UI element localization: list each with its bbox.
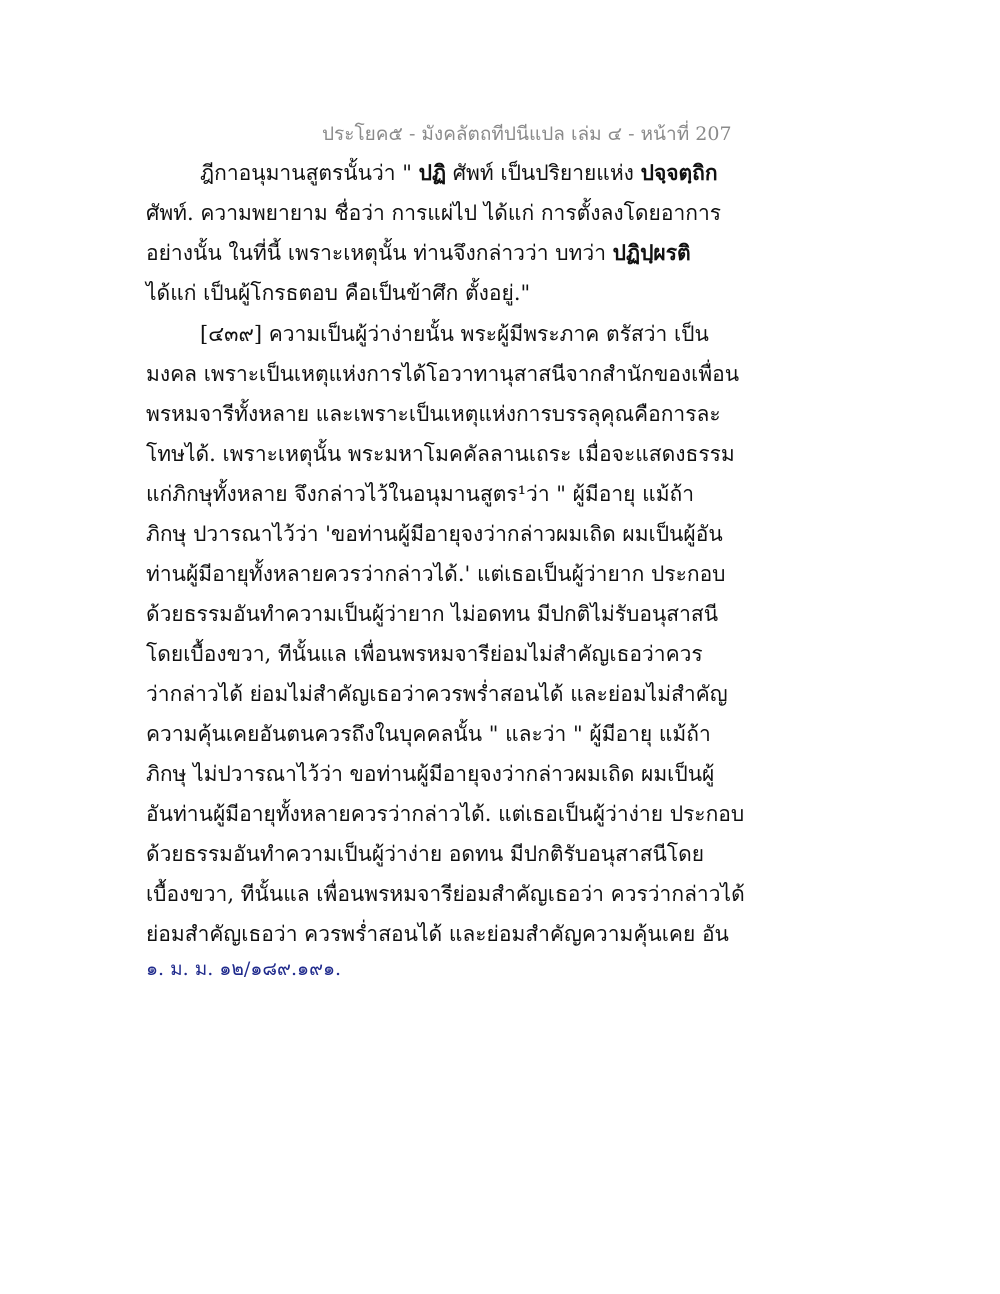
term-paccatthika: ปจฺจตฺถิก (640, 160, 718, 185)
para1-line-2: ศัพท์. ความพยายาม ชื่อว่า การแผ่ไป ได้แก่ การตั้งลงโดยอาการ (146, 201, 722, 225)
page-header: ประโยค๕ - มังคลัตถทีปนีแปล เล่ม ๔ - หน้าที่ 207 (322, 123, 732, 145)
para2-line: เบื้องขวา, ทีนั้นแล เพื่อนพรหมจารีย่อมสำคัญเธอว่า ควรว่ากล่าวได้ (146, 882, 745, 906)
footnote: ๑. ม. ม. ๑๒/๑๘๙.๑๙๑. (146, 958, 342, 980)
para2-line: ย่อมสำคัญเธอว่า ควรพร่ำสอนได้ และย่อมสำคัญความคุ้นเคย อัน (146, 922, 729, 946)
para1-line-1-text-a: ฎีกาอนุมานสูตรนั้นว่า " (200, 161, 419, 185)
para2-line: ว่ากล่าวได้ ย่อมไม่สำคัญเธอว่าควรพร่ำสอนได้ และย่อมไม่สำคัญ (146, 682, 728, 706)
para2-line: มงคล เพราะเป็นเหตุแห่งการได้โอวาทานุสาสนีจากสำนักของเพื่อน (146, 362, 740, 386)
para1-line-1 (200, 158, 718, 188)
para2-line: โทษได้. เพราะเหตุนั้น พระมหาโมคคัลลานเถระ เมื่อจะแสดงธรรม (146, 442, 735, 466)
term-pati: ปฏิ (418, 160, 447, 185)
para1-line-3 (146, 238, 691, 268)
para1-line-1-text-c: ศัพท์ เป็นปริยายแห่ง (446, 161, 641, 185)
para2-line: ด้วยธรรมอันทำความเป็นผู้ว่าง่าย อดทน มีปกติรับอนุสาสนีโดย (146, 842, 705, 866)
para2-line: พรหมจารีทั้งหลาย และเพราะเป็นเหตุแห่งการบรรลุคุณคือการละ (146, 402, 721, 426)
para2-line: โดยเบื้องขวา, ทีนั้นแล เพื่อนพรหมจารีย่อมไม่สำคัญเธอว่าควร (146, 642, 703, 666)
para2-line: ภิกษุ ไม่ปวารณาไว้ว่า ขอท่านผู้มีอายุจงว่ากล่าวผมเถิด ผมเป็นผู้ (146, 762, 715, 786)
para1-line-3-text-a: อย่างนั้น ในที่นี้ เพราะเหตุนั้น ท่านจึงกล่าวว่า บทว่า (146, 241, 613, 265)
para2-line: อันท่านผู้มีอายุทั้งหลายควรว่ากล่าวได้. แต่เธอเป็นผู้ว่าง่าย ประกอบ (146, 802, 745, 826)
para2-line: ด้วยธรรมอันทำความเป็นผู้ว่ายาก ไม่อดทน มีปกติไม่รับอนุสาสนี (146, 602, 719, 626)
para1-line-4: ได้แก่ เป็นผู้โกรธตอบ คือเป็นข้าศึก ตั้งอยู่." (146, 281, 531, 305)
term-patipphrati: ปฏิปฺผรติ (612, 240, 691, 265)
para2-line: แก่ภิกษุทั้งหลาย จึงกล่าวไว้ในอนุมานสูตร¹ว่า " ผู้มีอายุ แม้ถ้า (146, 482, 695, 506)
para2-line: ความคุ้นเคยอันตนควรถึงในบุคคลนั้น " และว่า " ผู้มีอายุ แม้ถ้า (146, 722, 711, 746)
para2-line: ภิกษุ ปวารณาไว้ว่า 'ขอท่านผู้มีอายุจงว่ากล่าวผมเถิด ผมเป็นผู้อัน (146, 522, 723, 546)
para2-line: ท่านผู้มีอายุทั้งหลายควรว่ากล่าวได้.' แต่เธอเป็นผู้ว่ายาก ประกอบ (146, 562, 726, 586)
para2-line: [๔๓๙] ความเป็นผู้ว่าง่ายนั้น พระผู้มีพระภาค ตรัสว่า เป็น (200, 322, 709, 346)
